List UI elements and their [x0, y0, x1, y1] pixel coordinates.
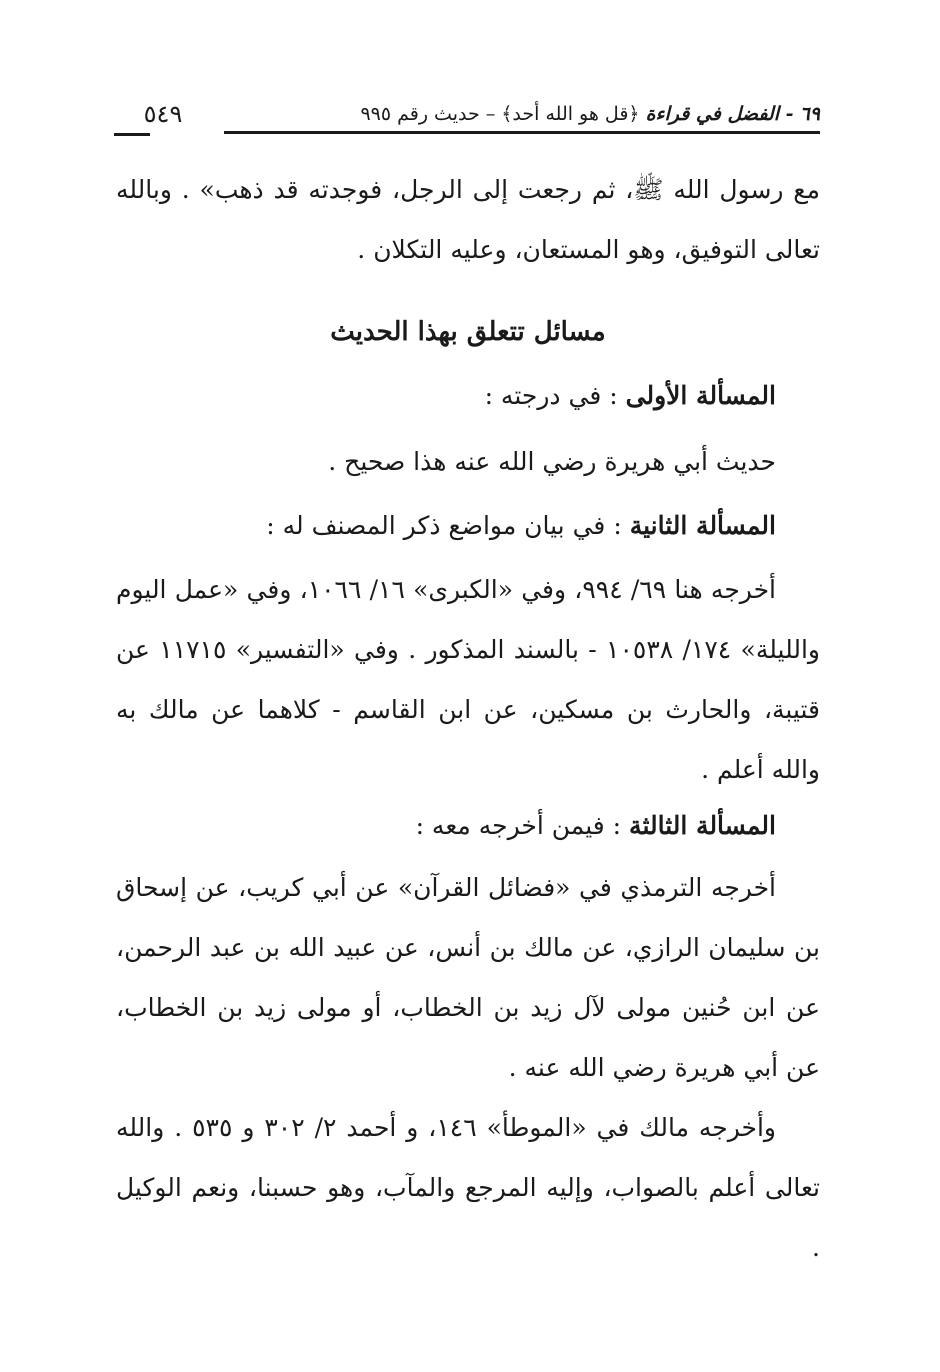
paragraph-5-block — [116, 1098, 820, 1278]
paragraph-3-block — [116, 560, 820, 800]
paragraph-4: أخرجه الترمذي في «فضائل القرآن» عن أبي كريب، عن إسحاق بن سليمان الرازي، عن مالك بن أنس، عن عبيد الله بن عبد الرحمن، عن ابن حُنين مولى لآل زيد بن الخطاب، أو مولى زيد بن الخطاب، عن أبي هريرة رضي الله عنه . — [116, 873, 820, 1082]
chapter-title: الفضل في قراءة — [645, 103, 780, 125]
paragraph-4-block — [116, 858, 820, 1098]
paragraph-3: أخرجه هنا ٦٩/ ٩٩٤، وفي «الكبرى» ١٦/ ١٠٦٦، وفي «عمل اليوم والليلة» ١٧٤/ ١٠٥٣٨ - بالسند المذكور . وفي «التفسير» ١١٧١٥ عن قتيبة، والحارث بن مسكين، عن ابن القاسم - كلاهما عن مالك به والله أعلم . — [116, 575, 820, 784]
paragraph-1: مع رسول الله ﷺ، ثم رجعت إلى الرجل، فوجدته قد ذهب» . وبالله تعالى التوفيق، وهو المستعان، وعليه التكلان . — [116, 175, 820, 264]
body-text — [116, 160, 820, 280]
page-number-text: ٥٤٩ — [143, 100, 183, 128]
hadith-ref: – حديث رقم ٩٩٥ — [360, 103, 496, 125]
section-heading: مسائل تتعلق بهذا الحديث — [330, 317, 606, 347]
question-3-label: المسألة الثالثة — [629, 811, 776, 840]
question-1-text: : في درجته : — [484, 381, 618, 410]
question-3-text: : فيمن أخرجه معه : — [415, 811, 622, 840]
chapter-title-bar: ٦٩ - الفضل في قراءة ﴿قل هو الله أحد﴾ – حديث رقم ٩٩٥ — [224, 103, 820, 134]
paragraph-2: حديث أبي هريرة رضي الله عنه هذا صحيح . — [328, 447, 776, 476]
paragraph-5: وأخرجه مالك في «الموطأ» ١٤٦، و أحمد ٢/ ٣٠٢ و ٥٣٥ . والله تعالى أعلم بالصواب، وإليه المرجع والمآب، وهو حسبنا، ونعم الوكيل . — [116, 1113, 820, 1262]
question-2-text: : في بيان مواضع ذكر المصنف له : — [266, 511, 622, 540]
paragraph-2-block — [116, 432, 820, 492]
surah-title: ﴿قل هو الله أحد﴾ — [501, 103, 640, 125]
page-number-rule — [114, 133, 150, 136]
running-header — [108, 98, 820, 134]
question-1 — [116, 366, 820, 426]
question-1-label: المسألة الأولى — [625, 381, 776, 410]
question-2 — [116, 496, 820, 556]
question-3 — [116, 796, 820, 856]
chapter-number: ٦٩ — [799, 103, 820, 125]
section-heading-block — [116, 302, 820, 362]
page-number — [108, 100, 218, 134]
question-2-label: المسألة الثانية — [629, 511, 776, 540]
